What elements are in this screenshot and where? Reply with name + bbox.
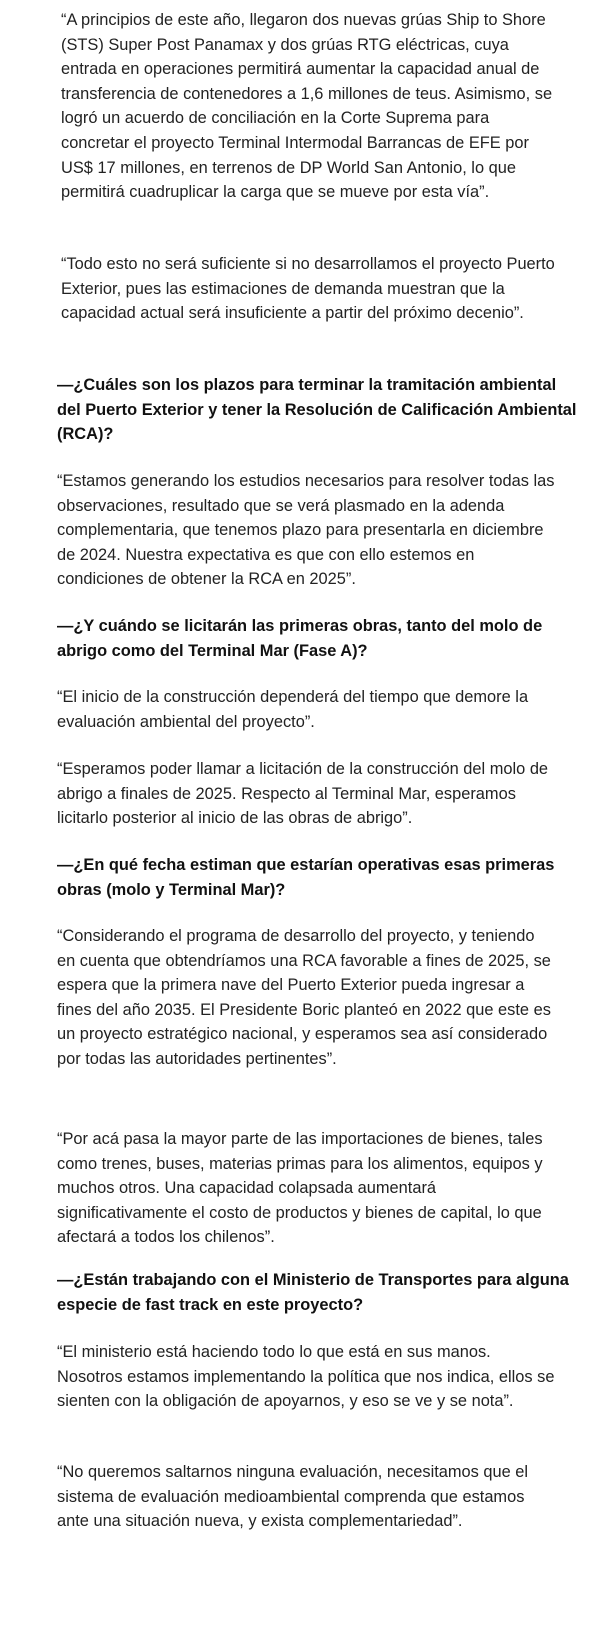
- paragraph-tender-plans: “Esperamos poder llamar a licitación de la construcción del molo de abrigo a finales de 2025. Respecto al Terminal Mar, esperamos licitarlo posterior al inicio de las obras de abrigo”.: [57, 760, 549, 828]
- question-first-works-tender: —¿Y cuándo se licitarán las primeras obras, tanto del molo de abrigo como del Terminal Mar (Fase A)?: [57, 617, 543, 660]
- paragraph-ministry-support: “El ministerio está haciendo todo lo que está en sus manos. Nosotros estamos implementando la política que nos indica, ellos se sienten con la obligación de apoyarnos, y eso se ve y se nota”.: [57, 1343, 555, 1411]
- paragraph-development-program: “Considerando el programa de desarrollo del proyecto, y teniendo en cuenta que obtendríamos una RCA favorable a fines de 2025, se espera que la primera nave del Puerto Exterior pueda ingresar a fines del año 2035. El Presidente Boric planteó en 2022 que este es un proyecto estratégico nacional, y esperamos sea así considerado por todas las autoridades pertinentes”.: [57, 927, 551, 1068]
- paragraph-rca-expectation: “Estamos generando los estudios necesarios para resolver todas las observaciones, resultado que se verá plasmado en la adenda complementaria, que tenemos plazo para presentarla en diciembre de 2024. Nuestra expectativa es que con ello estemos en condiciones de obtener la RCA en 2025”.: [57, 472, 555, 589]
- paragraph-construction-start: “El inicio de la construcción dependerá del tiempo que demore la evaluación ambiental del proyecto”.: [57, 688, 529, 731]
- paragraph-environmental-evaluation: “No queremos saltarnos ninguna evaluación, necesitamos que el sistema de evaluación medioambiental comprenda que estamos ante una situación nueva, y exista complementariedad”.: [57, 1463, 529, 1531]
- paragraph-cranes-capacity: “A principios de este año, llegaron dos nuevas grúas Ship to Shore (STS) Super Post Panamax y dos grúas RTG eléctricas, cuya entrada en operaciones permitirá aumentar la capacidad anual de transferencia de contenedores a 1,6 millones de teus. Asimismo, se logró un acuerdo de conciliación en la Corte Suprema para concretar el proyecto Terminal Intermodal Barrancas de EFE por US$ 17 millones, en terrenos de DP World San Antonio, lo que permitirá cuadruplicar la carga que se mueve por esta vía”.: [61, 11, 553, 202]
- question-operational-date: —¿En qué fecha estiman que estarían operativas esas primeras obras (molo y Terminal Mar)?: [57, 856, 555, 899]
- question-rca-timeline: —¿Cuáles son los plazos para terminar la tramitación ambiental del Puerto Exterior y tener la Resolución de Calificación Ambiental (RCA)?: [57, 376, 577, 444]
- paragraph-imports-impact: “Por acá pasa la mayor parte de las importaciones de bienes, tales como trenes, buses, materias primas para los alimentos, equipos y muchos otros. Una capacidad colapsada aumentará significativamente el costo de productos y bienes de capital, lo que afectará a todos los chilenos”.: [57, 1130, 543, 1247]
- question-fast-track: —¿Están trabajando con el Ministerio de Transportes para alguna especie de fast track en este proyecto?: [57, 1271, 569, 1314]
- paragraph-puerto-exterior-need: “Todo esto no será suficiente si no desarrollamos el proyecto Puerto Exterior, pues las estimaciones de demanda muestran que la capacidad actual será insuficiente a partir del próximo decenio”.: [61, 255, 555, 323]
